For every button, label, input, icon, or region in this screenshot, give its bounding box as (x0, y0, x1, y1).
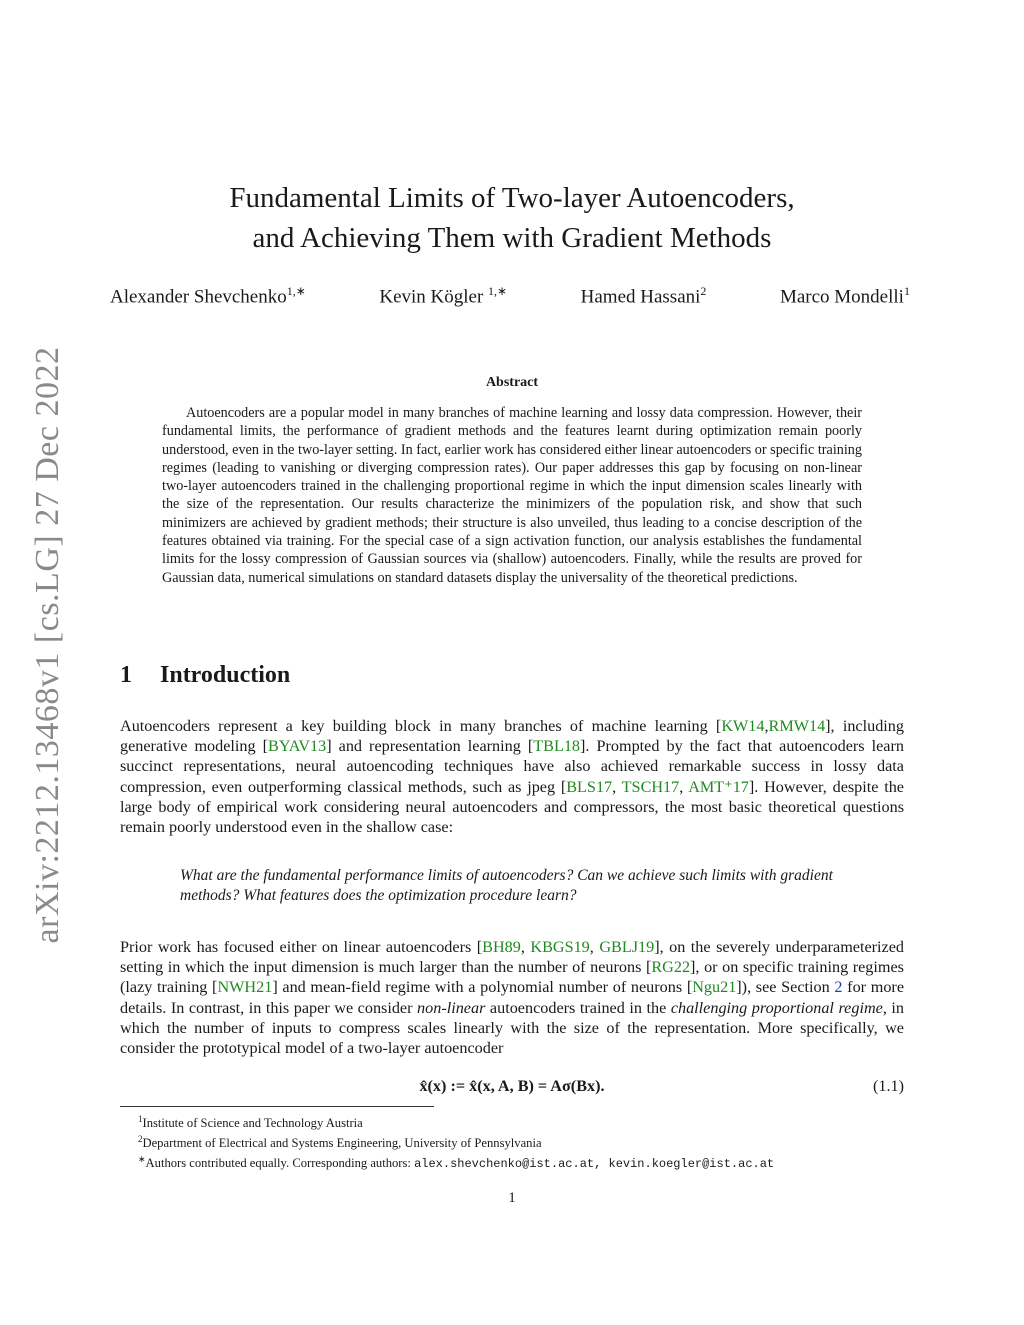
intro-paragraph-1: Autoencoders represent a key building block in many branches of machine learning [KW14,RMW14], including generative modeling [BYAV13] and representation learning [TBL18]. Prompted by the fact that autoencoders learn succinct representations, neural autoencoding techniques have also achieved remarkable success in lossy data compression, even outperforming classical methods, such as jpeg [BLS17, TSCH17, AMT⁺17]. However, despite the large body of empirical work considering neural autoencoders and compressors, the most basic theoretical questions remain poorly understood even in the shallow case: (120, 717, 904, 837)
abstract-body: Autoencoders are a popular model in many branches of machine learning and lossy data compression. However, their fundamental limits, the performance of gradient methods and the features learnt during optimization remain poorly understood, even in the two-layer setting. In fact, earlier work has considered either linear autoencoders or specific training regimes (leading to vanishing or diverging compression rates). Our paper addresses this gap by focusing on non-linear two-layer autoencoders trained in the challenging proportional regime in which the input dimension scales linearly with the size of the representation. Our results characterize the minimizers of the population risk, and show that such minimizers are achieved by gradient methods; their structure is also unveiled, thus leading to a concise description of the features obtained via training. For the special case of a sign activation function, our analysis establishes the fundamental limits for the lossy compression of Gaussian sources via (shallow) autoencoders. Finally, while the results are proved for Gaussian data, numerical simulations on standard datasets display the universality of the theoretical predictions. (162, 405, 862, 586)
citation-link[interactable]: AMT⁺17 (688, 777, 749, 796)
paper-title (0, 178, 1024, 258)
section-title: Introduction (160, 662, 291, 688)
section-reference-link[interactable]: 2 (834, 978, 843, 997)
equation-math: x̂(x) := x̂(x, A, B) = Aσ(Bx). (419, 1077, 605, 1095)
abstract-heading: Abstract (485, 375, 539, 390)
title-line-2: and Achieving Them with Gradient Methods (252, 222, 772, 254)
citation-link[interactable]: TSCH17 (621, 777, 680, 796)
footnotes (138, 1111, 774, 1173)
citation-link[interactable]: Ngu21 (692, 978, 737, 997)
footnote-star: ∗Authors contributed equally. Corresponding authors: alex.shevchenko@ist.ac.at, kevin.koegler@ist.ac.at (138, 1154, 775, 1172)
footnote-1: $^1$Institute of Science and Technology Austria (138, 1114, 363, 1131)
citation-link[interactable]: KBGS19 (530, 938, 590, 956)
author: Hamed Hassani$^2$ (580, 284, 707, 308)
citation-link[interactable]: KW14 (721, 717, 765, 735)
footnote-rule (120, 1106, 434, 1107)
page-number: 1 (508, 1190, 516, 1206)
author-emails[interactable]: alex.shevchenko@ist.ac.at, kevin.koegler@ist.ac.at (414, 1157, 775, 1172)
citation-link[interactable]: RMW14 (768, 717, 826, 735)
author: Kevin Kögler $^{1,∗}$ (379, 284, 508, 308)
intro-paragraph-2: Prior work has focused either on linear autoencoders [BH89, KBGS19, GBLJ19], on the severely underparameterized setting in which the input dimension is much larger than the number of neurons [RG22], or on specific training regimes (lazy training [NWH21] and mean-field regime with a polynomial number of neurons [Ngu21]), see Section 2 for more details. In contrast, in this paper we consider non-linear autoencoders trained in the challenging proportional regime, in which the number of inputs to compress scales linearly with the size of the representation. More specifically, we consider the prototypical model of a two-layer autoencoder (120, 938, 905, 1058)
section-number: 1 (120, 662, 132, 688)
author-list (110, 284, 910, 308)
citation-link[interactable]: TBL18 (533, 737, 581, 756)
footnote-2: $^2$Department of Electrical and Systems Engineering, University of Pennsylvania (138, 1134, 542, 1151)
title-line-1: Fundamental Limits of Two-layer Autoencoders, (229, 182, 795, 214)
author: Marco Mondelli$^1$ (779, 284, 910, 308)
citation-link[interactable]: BYAV13 (268, 737, 327, 756)
citation-link[interactable]: NWH21 (217, 978, 273, 997)
equation-number: (1.1) (872, 1077, 904, 1095)
research-questions-quote: What are the fundamental performance limits of autoencoders? Can we achieve such limits with gradient methods? What features does the optimization procedure learn? (180, 867, 833, 904)
citation-link[interactable]: GBLJ19 (599, 938, 655, 956)
citation-link[interactable]: RG22 (651, 958, 691, 977)
author: Alexander Shevchenko$^{1,∗}$ (110, 284, 306, 308)
arxiv-id: arXiv:2212.13468v1 [cs.LG] 27 Dec 2022 (29, 346, 66, 944)
citation-link[interactable]: BH89 (482, 938, 521, 956)
citation-link[interactable]: BLS17 (566, 777, 613, 796)
section-heading (120, 662, 290, 689)
